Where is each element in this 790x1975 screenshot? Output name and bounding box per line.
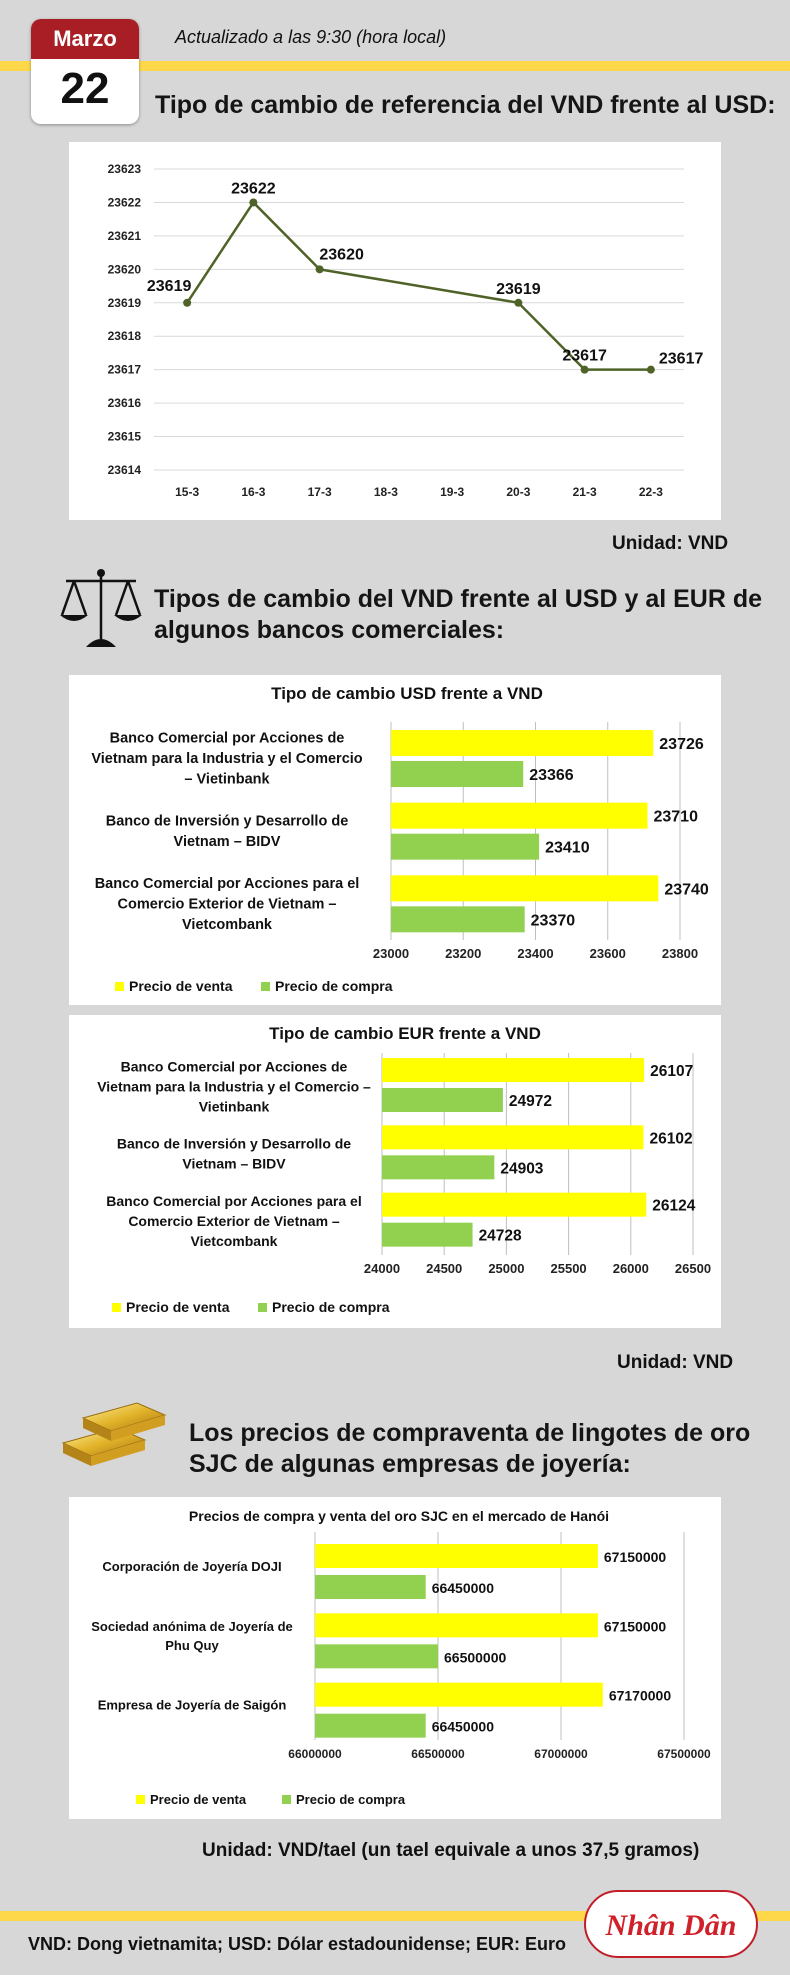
category-label: Banco Comercial por Acciones para el bbox=[106, 1193, 362, 1209]
gold-bar-chart-panel bbox=[69, 1497, 721, 1819]
section3-title bbox=[189, 1418, 750, 1480]
data-label: 23370 bbox=[530, 912, 576, 930]
sell-bar bbox=[391, 875, 658, 901]
x-tick-label: 67500000 bbox=[657, 1747, 711, 1761]
data-point bbox=[647, 366, 655, 374]
updated-time: Actualizado a las 9:30 (hora local) bbox=[175, 27, 447, 47]
data-label: 66500000 bbox=[444, 1649, 507, 1666]
chart-title: Tipo de cambio USD frente a VND bbox=[271, 684, 543, 703]
category-label: Vietinbank bbox=[198, 1098, 270, 1115]
legend-label: Precio de venta bbox=[150, 1792, 247, 1807]
y-tick-label: 23622 bbox=[107, 195, 141, 210]
x-tick-label: 16-3 bbox=[241, 485, 266, 499]
eur-rate-bar-chart bbox=[69, 1015, 721, 1328]
date-card bbox=[31, 19, 139, 124]
sell-bar bbox=[315, 1683, 603, 1707]
legend-swatch bbox=[261, 982, 270, 991]
data-label: 24972 bbox=[508, 1093, 553, 1110]
x-tick-label: 23400 bbox=[517, 946, 554, 961]
sell-bar bbox=[382, 1125, 643, 1149]
section3-title-line1: Los precios de compraventa de lingotes de oro bbox=[189, 1419, 751, 1447]
category-label: Banco Comercial por Acciones de bbox=[120, 1058, 348, 1075]
date-day: 22 bbox=[60, 64, 110, 113]
section3-title-line2: SJC de algunas empresas de joyería: bbox=[189, 1450, 631, 1478]
y-tick-label: 23614 bbox=[107, 463, 141, 477]
date-month: Marzo bbox=[31, 19, 139, 59]
data-point bbox=[316, 265, 324, 273]
nhan-dan-logo: Nhân Dân bbox=[584, 1890, 758, 1958]
buy-bar bbox=[382, 1088, 503, 1112]
legend-label: Precio de compra bbox=[275, 978, 393, 994]
category-label: Vietcombank bbox=[190, 1233, 278, 1249]
x-tick-label: 24000 bbox=[363, 1261, 401, 1276]
y-tick-label: 23616 bbox=[107, 396, 141, 411]
y-tick-label: 23615 bbox=[107, 429, 141, 444]
eur-bar-chart-panel bbox=[69, 1015, 721, 1328]
chart-title: Tipo de cambio EUR frente a VND bbox=[269, 1024, 541, 1043]
x-tick-label: 25500 bbox=[550, 1261, 587, 1276]
data-point bbox=[249, 198, 257, 206]
data-label: 24903 bbox=[500, 1160, 544, 1178]
data-label: 23726 bbox=[659, 736, 704, 753]
y-tick-label: 23623 bbox=[107, 162, 141, 176]
y-tick-label: 23621 bbox=[107, 228, 141, 243]
data-label: 26102 bbox=[649, 1130, 693, 1148]
buy-bar bbox=[315, 1714, 426, 1738]
x-tick-label: 15-3 bbox=[175, 485, 200, 499]
category-label: Vietnam – BIDV bbox=[173, 834, 281, 851]
x-tick-label: 26500 bbox=[674, 1261, 712, 1276]
x-tick-label: 23800 bbox=[661, 946, 699, 961]
gold-price-bar-chart bbox=[69, 1497, 721, 1819]
legend-swatch bbox=[282, 1795, 291, 1804]
data-point bbox=[514, 299, 522, 307]
y-tick-label: 23618 bbox=[107, 329, 141, 344]
category-label: Comercio Exterior de Vietnam – bbox=[128, 1213, 340, 1229]
data-label: 23619 bbox=[496, 280, 541, 298]
section1-title: Tipo de cambio de referencia del VND frente al USD: bbox=[155, 91, 776, 119]
data-label: 23740 bbox=[664, 881, 709, 899]
legend-label: Precio de venta bbox=[126, 1299, 230, 1315]
data-label: 26124 bbox=[652, 1197, 696, 1215]
x-tick-label: 23600 bbox=[589, 946, 626, 961]
x-tick-label: 18-3 bbox=[373, 485, 398, 499]
x-tick-label: 26000 bbox=[612, 1261, 649, 1276]
x-tick-label: 22-3 bbox=[638, 485, 663, 499]
section2-unit: Unidad: VND bbox=[617, 1352, 734, 1373]
x-tick-label: 19-3 bbox=[440, 485, 465, 499]
sell-bar bbox=[315, 1613, 598, 1637]
chart-title: Precios de compra y venta del oro SJC en el mercado de Hanói bbox=[188, 1508, 610, 1524]
data-label: 23617 bbox=[562, 347, 607, 365]
data-label: 23617 bbox=[658, 350, 704, 368]
data-label: 67150000 bbox=[603, 1618, 667, 1635]
section3-unit: Unidad: VND/tael (un tael equivale a unos 37,5 gramos) bbox=[202, 1840, 700, 1861]
data-label: 26107 bbox=[650, 1063, 694, 1080]
sell-bar bbox=[382, 1193, 646, 1217]
data-point bbox=[581, 366, 589, 374]
category-label: Vietcombank bbox=[182, 917, 272, 933]
legend-swatch bbox=[112, 1303, 121, 1312]
buy-bar bbox=[382, 1155, 494, 1179]
data-label: 23619 bbox=[146, 277, 192, 295]
x-tick-label: 24500 bbox=[426, 1261, 463, 1276]
x-tick-label: 20-3 bbox=[506, 485, 531, 499]
buy-bar bbox=[315, 1575, 426, 1599]
category-label: Banco Comercial por Acciones para el bbox=[94, 876, 360, 892]
x-tick-label: 66000000 bbox=[288, 1747, 342, 1761]
data-label: 23410 bbox=[545, 839, 590, 857]
category-label: Banco Comercial por Acciones de bbox=[109, 730, 345, 747]
legend-swatch bbox=[115, 982, 124, 991]
section2-title-line2: algunos bancos comerciales: bbox=[154, 616, 505, 644]
section1-unit: Unidad: VND bbox=[612, 533, 729, 554]
data-label: 24728 bbox=[478, 1227, 522, 1245]
data-label: 23620 bbox=[319, 246, 364, 264]
category-label: – Vietinbank bbox=[184, 771, 270, 788]
category-label: Corporación de Joyería DOJI bbox=[102, 1559, 282, 1574]
usd-bar-chart-panel bbox=[69, 675, 721, 1005]
buy-bar bbox=[391, 761, 523, 787]
section2-title bbox=[154, 584, 762, 646]
category-label: Vietnam para la Industria y el Comercio – bbox=[97, 1078, 371, 1095]
x-tick-label: 25000 bbox=[488, 1261, 525, 1276]
data-point bbox=[183, 299, 191, 307]
legend-label: Precio de compra bbox=[272, 1299, 390, 1315]
data-label: 23710 bbox=[653, 808, 698, 826]
sell-bar bbox=[382, 1058, 644, 1082]
reference-rate-line-chart bbox=[69, 142, 721, 520]
gold-bars-icon bbox=[55, 1388, 180, 1473]
buy-bar bbox=[315, 1644, 438, 1668]
sell-bar bbox=[391, 803, 647, 829]
data-label: 66450000 bbox=[431, 1718, 494, 1735]
data-label: 23622 bbox=[231, 180, 276, 198]
x-tick-label: 23200 bbox=[445, 946, 482, 961]
data-label: 67150000 bbox=[603, 1549, 667, 1565]
x-tick-label: 66500000 bbox=[411, 1747, 465, 1761]
y-tick-label: 23619 bbox=[107, 295, 141, 310]
buy-bar bbox=[391, 834, 539, 860]
category-label: Empresa de Joyería de Saigón bbox=[97, 1697, 287, 1713]
legend-swatch bbox=[136, 1795, 145, 1804]
data-label: 66450000 bbox=[431, 1580, 494, 1596]
legend-label: Precio de venta bbox=[129, 978, 233, 994]
category-label: Banco de Inversión y Desarrollo de bbox=[105, 813, 349, 830]
category-label: Vietnam – BIDV bbox=[182, 1155, 286, 1172]
legend-label: Precio de compra bbox=[296, 1792, 406, 1807]
x-tick-label: 23000 bbox=[372, 946, 410, 961]
section2-title-line1: Tipos de cambio del VND frente al USD y al EUR de bbox=[154, 585, 763, 613]
y-tick-label: 23620 bbox=[107, 262, 141, 277]
x-tick-label: 67000000 bbox=[534, 1747, 588, 1761]
category-label: Comercio Exterior de Vietnam – bbox=[117, 896, 337, 913]
category-label: Sociedad anónima de Joyería de bbox=[91, 1618, 293, 1634]
footer-note: VND: Dong vietnamita; USD: Dólar estadounidense; EUR: Euro bbox=[28, 1934, 567, 1954]
series-line bbox=[187, 202, 651, 369]
sell-bar bbox=[315, 1544, 598, 1568]
x-tick-label: 17-3 bbox=[307, 485, 332, 499]
y-tick-label: 23617 bbox=[107, 362, 141, 377]
data-label: 67170000 bbox=[608, 1687, 672, 1704]
category-label: Banco de Inversión y Desarrollo de bbox=[116, 1135, 352, 1152]
buy-bar bbox=[391, 906, 525, 932]
legend-swatch bbox=[258, 1303, 267, 1312]
x-tick-label: 21-3 bbox=[572, 485, 597, 499]
line-chart-panel bbox=[69, 142, 721, 520]
category-label: Phu Quy bbox=[165, 1637, 219, 1653]
category-label: Vietnam para la Industria y el Comercio bbox=[91, 751, 363, 768]
data-label: 23366 bbox=[529, 767, 574, 784]
scale-icon bbox=[56, 565, 146, 650]
buy-bar bbox=[382, 1223, 473, 1247]
sell-bar bbox=[391, 730, 653, 756]
usd-rate-bar-chart bbox=[69, 675, 721, 1005]
